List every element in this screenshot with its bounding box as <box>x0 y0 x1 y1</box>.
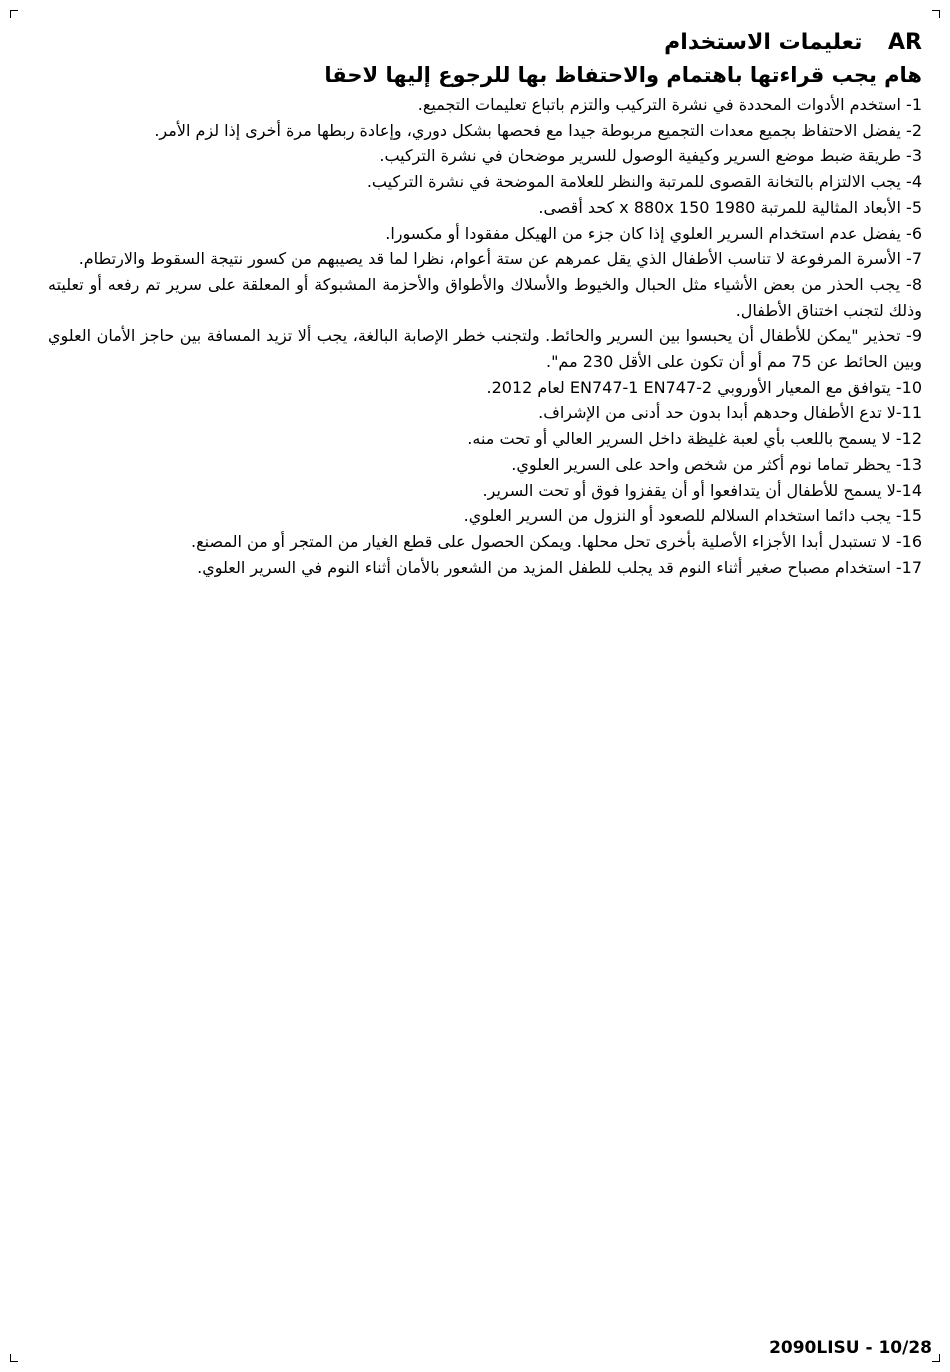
instruction-item: 14-لا يسمح للأطفال أن يتدافعوا أو أن يقفزوا فوق أو تحت السرير. <box>482 480 922 500</box>
page-header <box>48 26 922 60</box>
instruction-item: 6- يفضل عدم استخدام السرير العلوي إذا كان جزء من الهيكل مفقودا أو مكسورا. <box>385 223 922 243</box>
instruction-item: 4- يجب الالتزام بالتخانة القصوى للمرتبة والنظر للعلامة الموضحة في نشرة التركيب. <box>366 172 922 192</box>
instruction-item: 7- الأسرة المرفوعة لا تناسب الأطفال الذي يقل عمرهم عن ستة أعوام، نظرا لما قد يصيبهم من كسور نتيجة السقوط والارتطام. <box>78 249 922 269</box>
instruction-item: 8- يجب الحذر من بعض الأشياء مثل الحبال والخيوط والأسلاك والأطواق والأحزمة المشبوكة أو المعلقة على سرير تم رفعه أو تعليته وذلك لتجنب اختناق الأطفال. <box>48 274 922 320</box>
instruction-item: 10- يتوافق مع المعيار الأوروبي EN747-1 EN747-2 لعام 2012. <box>486 377 922 397</box>
instruction-item: 9- تحذير "يمكن للأطفال أن يحبسوا بين السرير والحائط. ولتجنب خطر الإصابة البالغة، يجب ألا تزيد المسافة بين حاجز الأمان العلوي وبين الحائط عن 75 مم أو أن تكون على الأقل 230 مم". <box>48 326 922 372</box>
instruction-item: 15- يجب دائما استخدام السلالم للصعود أو النزول من السرير العلوي. <box>463 506 922 526</box>
instruction-item: 1- استخدم الأدوات المحددة في نشرة التركيب والتزم باتباع تعليمات التجميع. <box>417 95 922 114</box>
page-subtitle: هام يجب قراءتها باهتمام والاحتفاظ بها للرجوع إليها لاحقا <box>324 63 922 87</box>
instruction-item: 13- يحظر تماما نوم أكثر من شخص واحد على السرير العلوي. <box>511 454 922 474</box>
instruction-item: 5- الأبعاد المثالية للمرتبة 1980 x 880x 150 كحد أقصى. <box>538 197 922 217</box>
crop-mark-top-left <box>10 10 18 18</box>
instruction-item: 17- استخدام مصباح صغير أثناء النوم قد يجلب للطفل المزيد من الشعور بالأمان أثناء النوم في السرير العلوي. <box>197 557 922 577</box>
crop-mark-bottom-left <box>10 1354 18 1362</box>
instructions-content <box>48 26 922 580</box>
language-code: AR <box>888 30 922 55</box>
page-title: تعليمات الاستخدام <box>664 30 863 55</box>
crop-mark-bottom-right <box>932 1354 940 1362</box>
instruction-item: 11-لا تدع الأطفال وحدهم أبدا بدون حد أدنى من الإشراف. <box>538 403 922 423</box>
instruction-item: 16- لا تستبدل أبدا الأجزاء الأصلية بأخرى تحل محلها. ويمكن الحصول على قطع الغيار من المتجر أو من المصنع. <box>191 531 922 551</box>
page-number-footer: 2090LISU - 10/28 <box>769 1338 932 1358</box>
crop-mark-top-right <box>932 10 940 18</box>
instruction-list <box>48 92 922 580</box>
instruction-item: 2- يفضل الاحتفاظ بجميع معدات التجميع مربوطة جيدا مع فحصها بشكل دوري، وإعادة ربطها مرة أخرى إذا لزم الأمر. <box>154 120 922 140</box>
instruction-item: 3- طريقة ضبط موضع السرير وكيفية الوصول للسرير موضحان في نشرة التركيب. <box>379 146 922 166</box>
instruction-item: 12- لا يسمح باللعب بأي لعبة غليظة داخل السرير العالي أو تحت منه. <box>467 429 922 449</box>
